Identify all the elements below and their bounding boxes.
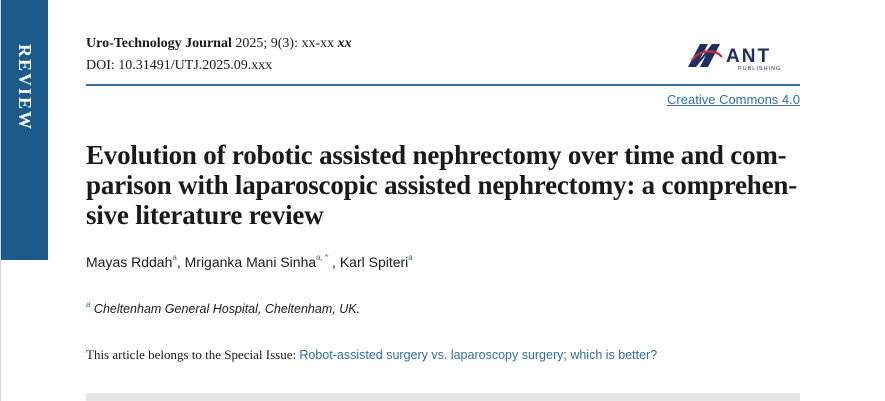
author-separator: , — [328, 254, 340, 270]
journal-volume-issue: 2025; 9(3): xx-xx — [231, 36, 338, 51]
title-line: sive literature review — [86, 200, 324, 230]
affiliation-mark: a — [86, 300, 91, 309]
logo-text: ANT — [726, 46, 772, 67]
special-issue-prefix: This article belongs to the Special Issue: — [86, 347, 300, 362]
title-line: Evolution of robotic assisted nephrectomy over time and com- — [86, 140, 787, 170]
article-type-label: REVIEW — [15, 43, 36, 132]
logo-mark-icon — [688, 44, 720, 67]
abstract-box — [86, 393, 800, 401]
affiliation — [86, 302, 360, 316]
special-issue-link[interactable]: Robot-assisted surgery vs. laparoscopy surgery; which is better? — [299, 348, 658, 362]
affiliation-text: Cheltenham General Hospital, Cheltenham, UK. — [90, 302, 361, 316]
special-issue-note — [86, 347, 657, 363]
author-list — [86, 254, 413, 270]
author-affiliation-mark[interactable]: a — [408, 253, 413, 262]
author-affiliation-mark[interactable]: a — [172, 253, 177, 262]
author-name: Karl Spiteri — [339, 254, 409, 270]
publisher-logo — [686, 40, 802, 72]
author-name: Mayas Rddah — [86, 254, 173, 270]
author-affiliation-mark[interactable]: a, * — [316, 253, 329, 262]
title-line: parison with laparoscopic assisted nephrectomy: a comprehen- — [86, 170, 798, 200]
article-type-tab — [1, 0, 48, 260]
journal-name: Uro-Technology Journal — [86, 36, 232, 51]
author-name: Mriganka Mani Sinha — [184, 254, 317, 270]
journal-citation — [86, 36, 352, 52]
journal-article-number: xx — [337, 36, 352, 51]
logo-subtext: PUBLISHING — [738, 66, 782, 72]
header-divider — [86, 84, 800, 86]
author-separator: , — [176, 254, 185, 270]
license-link[interactable]: Creative Commons 4.0 — [667, 92, 800, 107]
article-title — [86, 140, 802, 230]
doi: DOI: 10.31491/UTJ.2025.09.xxx — [86, 58, 273, 73]
